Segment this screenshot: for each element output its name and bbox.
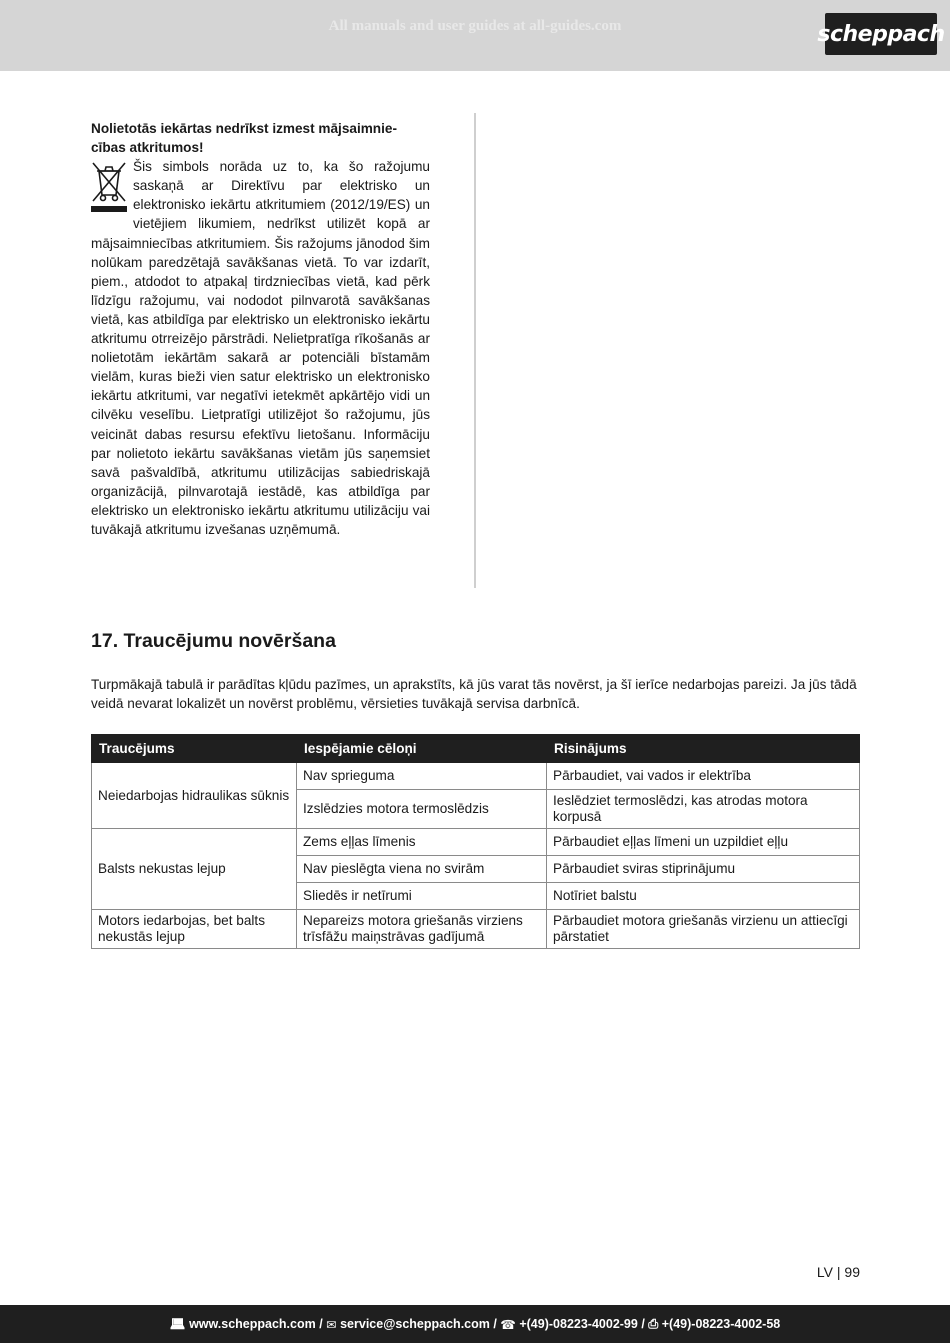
solution-cell: Pārbaudiet sviras stiprinājumu: [547, 856, 860, 883]
solution-cell: Pārbaudiet, vai vados ir elektrība: [547, 763, 860, 790]
footer-separator: /: [637, 1317, 649, 1331]
footer-separator: /: [315, 1317, 327, 1331]
cause-cell: Izslēdzies motora termoslēdzis: [297, 790, 547, 829]
fax-icon: ⎙: [648, 1316, 662, 1331]
disposal-heading: Nolietotās iekārtas nedrīkst izmest mājsaimnie-cības atkritumos!: [91, 121, 397, 156]
solution-cell: Pārbaudiet eļļas līmeni un uzpildiet eļļu: [547, 829, 860, 856]
cause-cell: Nav pieslēgta viena no svirām: [297, 856, 547, 883]
watermark-link[interactable]: All manuals and user guides at all-guides.com: [328, 18, 622, 34]
fault-cell: Neiedarbojas hidraulikas sūknis: [92, 763, 297, 829]
solution-cell: Ieslēdziet termoslēdzi, kas atrodas motora korpusā: [547, 790, 860, 829]
cause-cell: Zems eļļas līmenis: [297, 829, 547, 856]
footer-separator: /: [489, 1317, 501, 1331]
section-intro: Turpmākajā tabulā ir parādītas kļūdu pazīmes, un aprakstīts, kā jūs varat tās novērst, ja šī ierīce nedarbojas pareizi. Ja jūs tādā veidā nevarat lokalizēt un novērst problēmu, vērsieties tuvākajā servisa darbnīcā.: [91, 677, 857, 711]
cause-cell: Nepareizs motora griešanās virziens trīsfāžu maiņstrāvas gadījumā: [297, 910, 547, 949]
fault-cell: Motors iedarbojas, bet balts nekustās lejup: [92, 910, 297, 949]
solution-cell: Pārbaudiet motora griešanās virzienu un attiecīgi pārstatiet: [547, 910, 860, 949]
header-cause: Iespējamie cēloņi: [297, 735, 547, 763]
table-row: [92, 763, 860, 790]
footer-fax: +(49)-08223-4002-58: [661, 1317, 781, 1331]
footer-bar: [0, 1305, 950, 1343]
header-fault: Traucējums: [92, 735, 297, 763]
brand-logo: [817, 13, 945, 55]
disposal-text: Šis simbols norāda uz to, ka šo ražojumu saskaņā ar Direktīvu par elektrisko un elektronisko iekārtu atkritumiem (2012/19/ES) un vietējiem likumiem, nedrīkst utilizēt kopā ar mājsaimniecības atkritumiem. Šis ražojums jānodod šim nolūkam paredzētajā savākšanas vietā. To var izdarīt, piem., atdodot to atpakaļ tirdzniecības vietā, kad pērk līdzīgu ražojumu, vai nododot pilnvarotā savākšanas vietā, kas atbildīga par elektrisko un elektronisko iekārtu atkritumu otrreizējo pārstrādi. Nelietpratīga rīkošanās ar nolietotām iekārtām sakarā ar potenciāli bīstamām vielām, kuras bieži vien satur elektrisko un elektronisko iekārtu atkritumi, var negatīvi ietekmēt apkārtējo vidi un cilvēku veselību. Lietpratīgi utilizējot šo ražojumu, jūs veicināt dabas resursu efektīvu lietošanu. Informāciju par nolietoto iekārtu savākšanas vietām jūs saņemsiet savā pašvaldībā, atkritumu utilizācijas sabiedriskajā organizācijā, pilnvarotajā iestādē, kas atbildīga par elektrisko un elektronisko iekārtu atkritumu utilizāciju vai tuvākajā atkritumu izvešanas uzņēmumā.: [91, 159, 430, 537]
footer-email-link[interactable]: service@scheppach.com: [340, 1317, 490, 1331]
cause-cell: Sliedēs ir netīrumi: [297, 883, 547, 910]
envelope-icon: ✉: [326, 1317, 341, 1332]
fault-cell: Balsts nekustas lejup: [92, 829, 297, 910]
column-divider: [474, 113, 476, 588]
table-header-row: [92, 735, 860, 763]
page-number: LV | 99: [816, 1264, 860, 1280]
table-row: [92, 829, 860, 856]
phone-icon: ☎: [500, 1317, 520, 1332]
weee-crossed-bin-icon: [91, 159, 127, 215]
cause-cell: Nav sprieguma: [297, 763, 547, 790]
solution-cell: Notīriet balstu: [547, 883, 860, 910]
logo-text: scheppach: [817, 21, 945, 47]
header-solution: Risinājums: [547, 735, 860, 763]
footer-website-link[interactable]: www.scheppach.com: [189, 1317, 316, 1331]
footer-phone: +(49)-08223-4002-99: [519, 1317, 638, 1331]
header-bar: [0, 0, 950, 71]
troubleshooting-table: [91, 734, 860, 949]
table-row: [92, 910, 860, 949]
disposal-notice: [91, 119, 430, 539]
section-title: 17. Traucējumu novēršana: [91, 630, 336, 652]
laptop-icon: 💻︎: [169, 1316, 190, 1331]
